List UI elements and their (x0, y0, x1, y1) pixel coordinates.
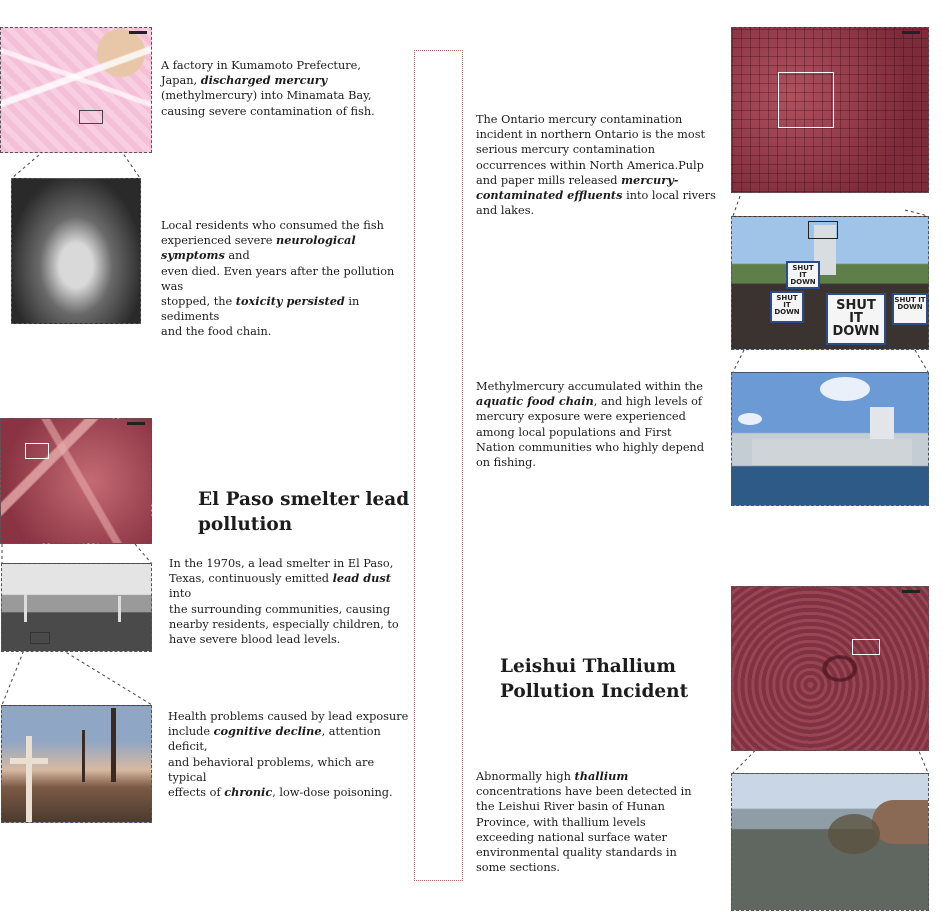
scale-bar (127, 422, 145, 425)
satellite-highlight-box (778, 72, 834, 128)
minamata-victim-photo (11, 178, 141, 324)
leishui-discharge-pipe-photo (731, 773, 929, 911)
minamata-paragraph-2: Local residents who consumed the fish experienced severe neurological symptoms and even died. Even years after the pollution was stopped, the toxicity persisted in sediments and the food chain. (161, 219, 395, 339)
mill-building (752, 439, 912, 465)
wooden-cross (10, 758, 48, 764)
smokestack (111, 708, 116, 782)
smokestack (118, 596, 121, 622)
ontario-paragraph-1: The Ontario mercury contamination incident in northern Ontario is the most serious mercury contamination occurrences within North America.Pulp and paper mills released mercury- contaminated effluents into local rivers and lakes. (476, 113, 716, 218)
protest-sign: SHUT IT DOWN (892, 293, 928, 325)
photo-highlight-box (808, 221, 838, 239)
ontario-protest-photo (731, 216, 929, 350)
ontario-paper-mill-photo (731, 372, 929, 506)
minamata-paragraph-1: A factory in Kumamoto Prefecture, Japan, discharged mercury (methylmercury) into Minamata Bay, causing severe contamination of fish. (161, 59, 375, 118)
scale-bar (902, 590, 920, 593)
discharge-pipe (872, 800, 929, 844)
photo-highlight-box (30, 632, 50, 644)
elpaso-paragraph-2: Health problems caused by lead exposure include cognitive decline, attention deficit, and behavioral problems, which are typical effects of chronic, low-dose poisoning. (168, 710, 409, 800)
leishui-paragraph-1: Abnormally high thallium concentrations have been detected in the Leishui River basin of Hunan Province, with thallium levels exceeding national surface water environmental quality standards in some sections. (476, 769, 692, 875)
smoke-plume (820, 377, 870, 401)
smoke-plume (738, 413, 762, 425)
elpaso-paragraph-1: In the 1970s, a lead smelter in El Paso, Texas, continuously emitted lead dust into the surrounding communities, causing nearby residents, especially children, to have severe blood lead levels. (169, 557, 399, 647)
ontario-paragraph-2: Methylmercury accumulated within the aquatic food chain, and high levels of mercury exposure were experienced among local populations and First Nation communities who highly depend on fishing. (476, 380, 705, 470)
protest-sign: SHUT IT DOWN (826, 293, 886, 345)
satellite-highlight-box (25, 443, 49, 459)
protest-sign: SHUT IT DOWN (786, 261, 820, 289)
scale-bar (129, 31, 147, 34)
elpaso-historic-photo (1, 563, 152, 652)
smokestack (24, 594, 27, 622)
smokestack (82, 730, 85, 782)
discharge-plume (828, 814, 880, 854)
wooden-cross (26, 736, 32, 823)
satellite-highlight-box (852, 639, 880, 655)
ontario-satellite-image (731, 27, 929, 193)
leishui-title: Leishui Thallium Pollution Incident (500, 656, 689, 702)
protest-sign: SHUT IT DOWN (770, 291, 804, 323)
elpaso-title: El Paso smelter lead pollution (198, 489, 410, 535)
timeline-strip (414, 50, 463, 881)
minamata-map-image (0, 27, 152, 153)
map-highlight-box (79, 110, 103, 124)
leishui-satellite-image (731, 586, 929, 751)
elpaso-smokestacks-photo (1, 705, 152, 823)
elpaso-satellite-image (0, 418, 152, 544)
scale-bar (902, 31, 920, 34)
